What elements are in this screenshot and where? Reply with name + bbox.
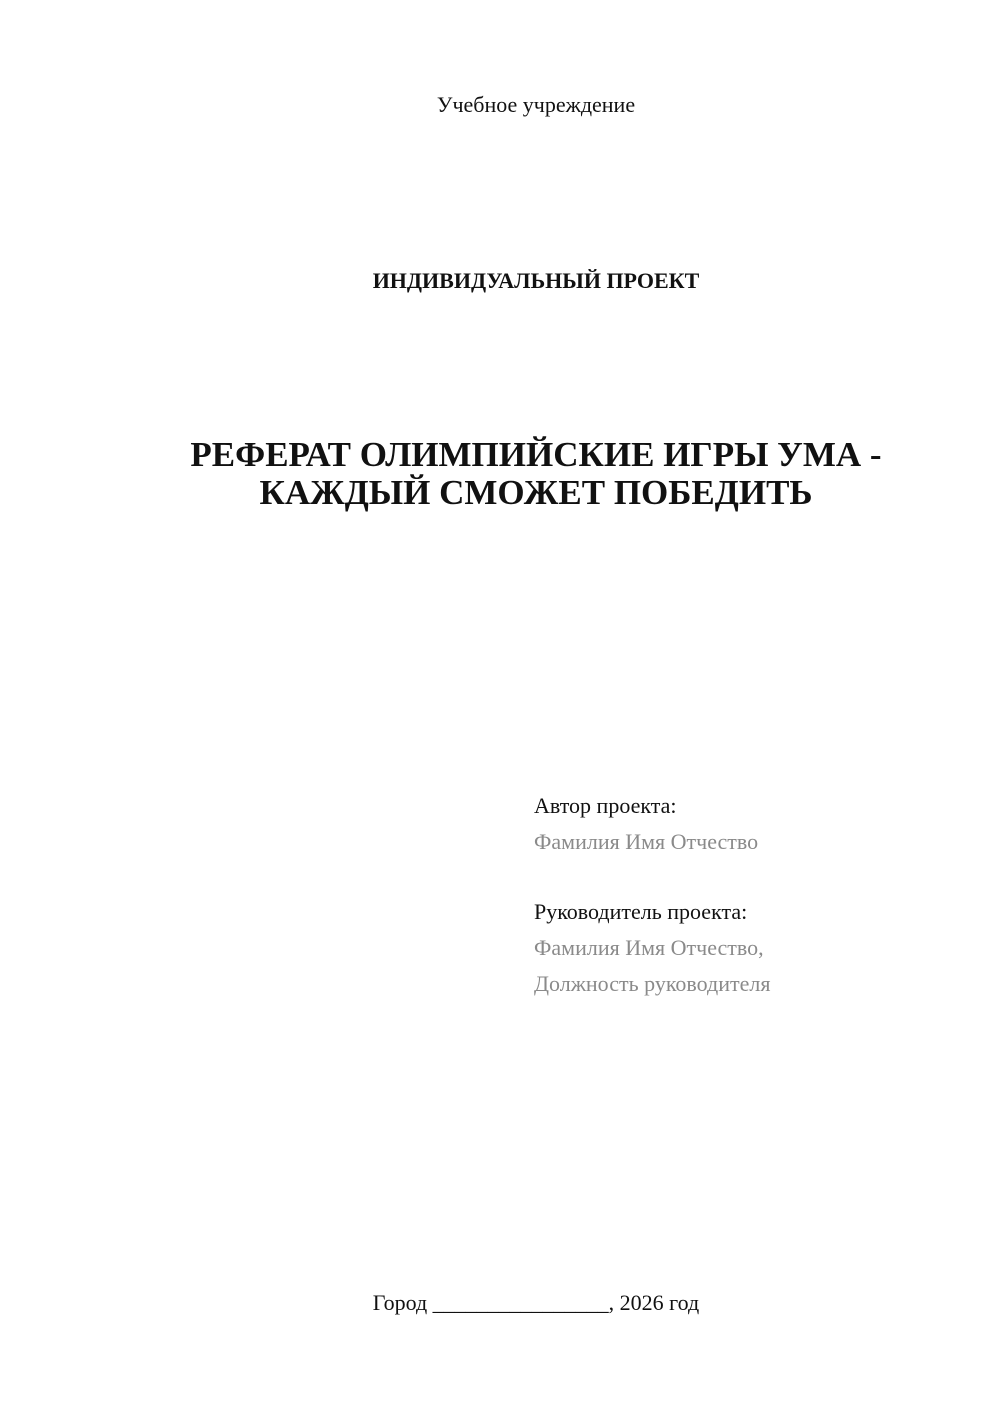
city-year-footer: Город ________________, 2026 год xyxy=(372,1290,700,1315)
document-title xyxy=(140,436,932,512)
title-line-2: КАЖДЫЙ СМОЖЕТ ПОБЕДИТЬ xyxy=(259,473,813,512)
supervisor-name-placeholder: Фамилия Имя Отчество, xyxy=(534,935,764,960)
authors-block xyxy=(534,788,770,1002)
supervisor-label: Руководитель проекта: xyxy=(534,899,748,924)
institution-name: Учебное учреждение xyxy=(436,92,636,117)
author-name-placeholder: Фамилия Имя Отчество xyxy=(534,829,759,854)
spacer xyxy=(534,860,770,894)
supervisor-position-placeholder: Должность руководителя xyxy=(534,971,771,996)
author-label: Автор проекта: xyxy=(534,793,677,818)
title-line-1: РЕФЕРАТ ОЛИМПИЙСКИЕ ИГРЫ УМА - xyxy=(190,435,882,474)
project-type-heading: ИНДИВИДУАЛЬНЫЙ ПРОЕКТ xyxy=(372,268,700,293)
